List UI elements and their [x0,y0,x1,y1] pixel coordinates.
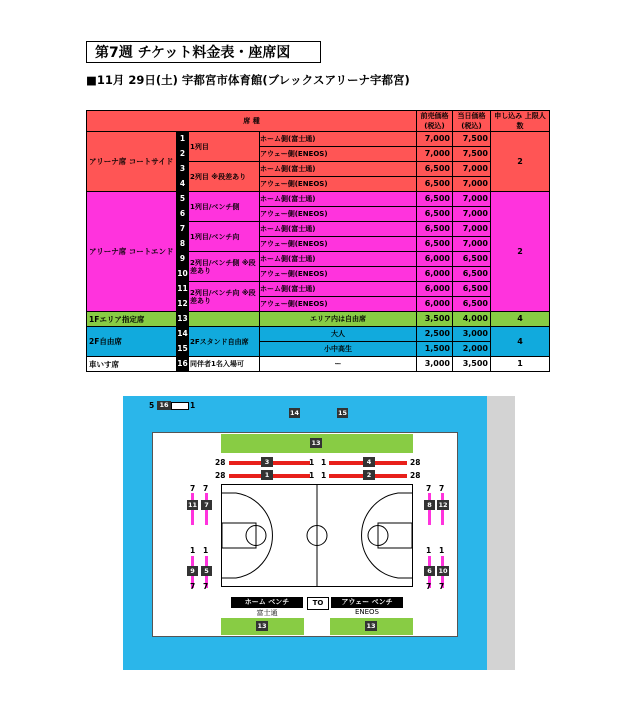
seat-number: 2 [177,147,189,162]
sameday-price: 7,500 [453,147,491,162]
seat-block-10: 10 [438,567,448,575]
limit-header: 申し込み 上限人数 [491,111,550,132]
seat-number: 1 [177,132,189,147]
side-label: アウェー側(ENEOS) [260,147,417,162]
seat-block-9: 9 [187,566,198,576]
col-count-7: 7 [203,582,209,591]
seat-number: 16 [177,357,189,372]
presale-price: 6,500 [417,162,453,177]
col-count-7: 7 [190,582,196,591]
seat-block-13: 13 [366,622,376,630]
seat-block-13: 13 [257,622,267,630]
seat-label: 1列目 [189,132,260,162]
sameday-price: 4,000 [453,312,491,327]
table-row [87,327,550,342]
seat-label: 同伴者1名入場可 [189,357,260,372]
seat-block-12: 12 [438,501,448,509]
limit-1f: 4 [491,312,550,327]
side-label: ー [260,357,417,372]
side-label: エリア内は自由席 [260,312,417,327]
page-title: 第7週 チケット料金表・座席図 [86,41,321,63]
table-row [87,132,550,147]
presale-price: 3,000 [417,357,453,372]
seat-block-1: 1 [261,470,273,480]
seat-label: 1列目/ベンチ側 [189,192,260,222]
seat-number: 5 [177,192,189,207]
sameday-header: 当日価格 (税込) [453,111,491,132]
seat-number: 15 [177,342,189,357]
sameday-price: 7,000 [453,192,491,207]
table-row [87,312,550,327]
row-count-1: 1 [321,471,327,480]
seat-number: 7 [177,222,189,237]
seat-type-header: 席 種 [87,111,417,132]
sameday-price: 7,000 [453,207,491,222]
wheel-count-right: 1 [190,401,196,410]
col-count-7: 7 [203,484,209,493]
sameday-price: 7,000 [453,177,491,192]
sameday-price: 7,500 [453,132,491,147]
col-count-7: 7 [426,582,432,591]
presale-price: 1,500 [417,342,453,357]
seat-block-6: 6 [424,566,435,576]
limit-wheelchair: 1 [491,357,550,372]
presale-price: 6,000 [417,252,453,267]
seat-block-3: 3 [261,457,273,467]
away-team: ENEOS [354,608,380,616]
presale-price: 6,500 [417,237,453,252]
table-row [87,357,550,372]
seat-block-8: 8 [424,500,435,510]
limit-courtend: 2 [491,192,550,312]
seat-number: 9 [177,252,189,267]
limit-courtside: 2 [491,132,550,192]
sameday-price: 6,500 [453,252,491,267]
area-courtend: アリーナ席 コートエンド [87,192,177,312]
seat-number: 4 [177,177,189,192]
col-count-1: 1 [190,546,196,555]
presale-price: 6,000 [417,267,453,282]
seat-number: 12 [177,297,189,312]
sameday-price: 2,000 [453,342,491,357]
seat-block-16: 16 [157,401,171,410]
presale-price: 6,500 [417,192,453,207]
seat-number: 13 [177,312,189,327]
col-count-7: 7 [439,484,445,493]
presale-price: 7,000 [417,147,453,162]
row-count-1: 1 [309,471,315,480]
seat-label: 2列目 ※段差あり [189,162,260,192]
row-count-28: 28 [410,471,421,480]
side-label: アウェー側(ENEOS) [260,177,417,192]
presale-price: 6,000 [417,297,453,312]
seat-block-4: 4 [363,457,375,467]
presale-price: 7,000 [417,132,453,147]
limit-2f: 4 [491,327,550,357]
seat-block-5: 5 [201,566,212,576]
presale-price: 6,500 [417,222,453,237]
seat-number: 3 [177,162,189,177]
seat-label: 2列目/ベンチ向 ※段差あり [189,282,260,312]
side-label: ホーム側(富士通) [260,132,417,147]
col-count-1: 1 [426,546,432,555]
seat-block-15: 15 [337,409,348,417]
court-lines [222,485,412,586]
table-row [87,192,550,207]
seat-block-2: 2 [363,470,375,480]
table-officials: TO [307,597,329,610]
wheelchair-space [171,402,189,410]
sameday-price: 7,000 [453,222,491,237]
side-label: ホーム側(富士通) [260,222,417,237]
sameday-price: 6,500 [453,297,491,312]
home-team: 富士通 [256,609,278,617]
side-label: ホーム側(富士通) [260,192,417,207]
row-count-28: 28 [215,471,226,480]
away-bench: アウェー ベンチ [331,597,403,608]
row-count-1: 1 [321,458,327,467]
home-bench: ホーム ベンチ [231,597,303,608]
side-label: アウェー側(ENEOS) [260,207,417,222]
seat-number: 10 [177,267,189,282]
seat-label: 2Fスタンド自由席 [189,327,260,357]
area-wheelchair: 車いす席 [87,357,177,372]
side-label: 大人 [260,327,417,342]
row-count-28: 28 [215,458,226,467]
presale-price: 2,500 [417,327,453,342]
seat-block-13: 13 [311,439,321,447]
side-label: アウェー側(ENEOS) [260,267,417,282]
wheel-count-left: 5 [149,401,155,410]
area-courtside: アリーナ席 コートサイド [87,132,177,192]
sameday-price: 6,500 [453,267,491,282]
presale-price: 6,500 [417,177,453,192]
col-count-7: 7 [426,484,432,493]
price-table [86,110,550,372]
sameday-price: 7,000 [453,162,491,177]
gray-strip [486,396,515,670]
presale-price: 6,000 [417,282,453,297]
side-label: 小中高生 [260,342,417,357]
row-count-1: 1 [309,458,315,467]
presale-header: 前売価格 (税込) [417,111,453,132]
seat-block-7: 7 [201,500,212,510]
col-count-1: 1 [439,546,445,555]
seat-number: 11 [177,282,189,297]
presale-price: 3,500 [417,312,453,327]
sameday-price: 3,500 [453,357,491,372]
event-date-venue: ■11月 29日(土) 宇都宮市体育館(ブレックスアリーナ宇都宮) [86,73,410,87]
basketball-court [221,484,413,587]
sameday-price: 3,000 [453,327,491,342]
sameday-price: 7,000 [453,237,491,252]
side-label: ホーム側(富士通) [260,162,417,177]
area-2f: 2F自由席 [87,327,177,357]
seat-block-11: 11 [187,501,198,509]
seat-map [123,396,487,670]
seat-number: 6 [177,207,189,222]
col-count-7: 7 [439,582,445,591]
side-label: ホーム側(富士通) [260,282,417,297]
table-header [87,111,550,132]
side-label: アウェー側(ENEOS) [260,297,417,312]
seat-number: 8 [177,237,189,252]
seat-number: 14 [177,327,189,342]
col-count-7: 7 [190,484,196,493]
seat-label: 1列目/ベンチ向 [189,222,260,252]
col-count-1: 1 [203,546,209,555]
side-label: ホーム側(富士通) [260,252,417,267]
row-count-28: 28 [410,458,421,467]
seat-label: 2列目/ベンチ側 ※段差あり [189,252,260,282]
presale-price: 6,500 [417,207,453,222]
seat-block-14: 14 [289,409,300,417]
area-1f: 1Fエリア指定席 [87,312,177,327]
sameday-price: 6,500 [453,282,491,297]
side-label: アウェー側(ENEOS) [260,237,417,252]
